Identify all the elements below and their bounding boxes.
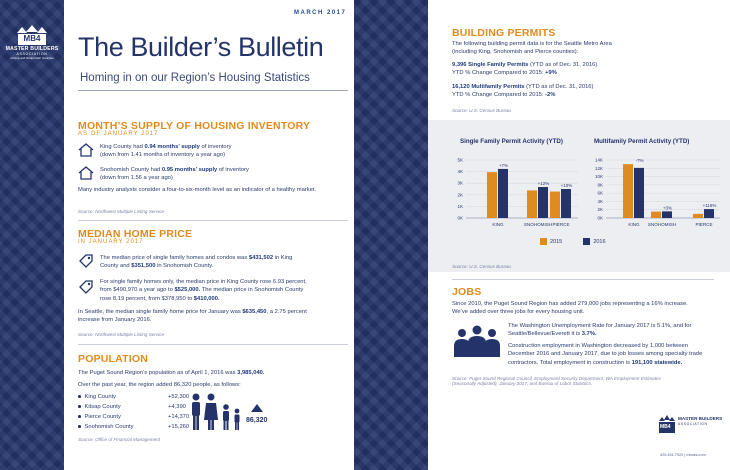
median-p1: The median price of single family homes and condos was $431,502 in King County and $351,500 in Snohomish County. bbox=[100, 255, 293, 270]
bar-2016-king bbox=[498, 169, 508, 218]
price-tag-icon bbox=[78, 254, 94, 268]
section-divider bbox=[452, 279, 714, 280]
population-row: King County +52,300 bbox=[78, 394, 116, 400]
house-icon bbox=[78, 166, 94, 180]
y-tick-label: 0K bbox=[457, 215, 463, 221]
section-divider bbox=[78, 344, 348, 345]
logo-line2: ASSOCIATION bbox=[16, 52, 48, 57]
up-triangle-icon bbox=[250, 403, 264, 413]
center-pattern-band bbox=[354, 0, 428, 470]
y-tick-label: 10K bbox=[594, 174, 603, 180]
y-tick-label: 3K bbox=[457, 180, 463, 186]
median-source: Source: Northwest Multiple Listing Service bbox=[78, 332, 165, 337]
bar-2016-snohomish bbox=[662, 211, 672, 218]
y-tick-label: 12K bbox=[594, 165, 603, 171]
jobs-p3: Construction employment in Washington decreased by 1,000 between December 2016 and January 2017, due to job losses among specialty trade contractors. Total employment in construction is 191,100 statewide. bbox=[508, 343, 703, 366]
footer-line2: ASSOCIATION bbox=[678, 422, 708, 426]
left-pattern-band bbox=[0, 0, 64, 470]
bar-2015-pierce bbox=[693, 214, 703, 218]
bar-2016-pierce bbox=[704, 209, 714, 218]
logo-line1: MASTER BUILDERS bbox=[5, 46, 59, 52]
x-tick-label: SNOHOMISH bbox=[523, 222, 553, 227]
bar-2015-snohomish bbox=[527, 190, 537, 218]
left-column bbox=[64, 0, 354, 470]
change-label: +12% bbox=[537, 181, 550, 187]
change-label: -7% bbox=[635, 158, 644, 164]
change-label: +10% bbox=[560, 183, 573, 188]
price-tag-icon bbox=[78, 280, 94, 294]
median-heading: MEDIAN HOME PRICE bbox=[78, 228, 193, 240]
y-tick-label: 6K bbox=[597, 190, 603, 196]
supply-source: Source: Northwest Multiple Listing Service bbox=[78, 209, 165, 214]
y-tick-label: 2K bbox=[457, 192, 463, 198]
y-tick-label: 8K bbox=[597, 182, 603, 188]
supply-king: King County had 0.94 months’ supply of inventory (down from 1.41 months of inventory a year ago) bbox=[100, 144, 232, 159]
page-title: The Builder’s Bulletin bbox=[78, 32, 324, 62]
mba-logo bbox=[4, 24, 60, 61]
jobs-section bbox=[428, 264, 730, 470]
footer-monogram: MB4 bbox=[660, 424, 671, 430]
permits-multifamily: 16,120 Multifamily Permits (YTD as of Dec. 31, 2016) YTD % Change Compared to 2015: -2% bbox=[452, 84, 594, 99]
page-subtitle: Homing in on our Region’s Housing Statistics bbox=[80, 72, 310, 84]
population-row: Snohomish County +15,260 bbox=[78, 424, 133, 430]
jobs-heading: JOBS bbox=[452, 286, 482, 298]
bar-2016-pierce bbox=[561, 189, 571, 218]
supply-heading: MONTH’S SUPPLY OF HOUSING INVENTORY bbox=[78, 120, 311, 132]
chart2-title: Multifamily Permit Activity (YTD) bbox=[594, 138, 690, 145]
legend-item-2015: 2015 bbox=[540, 239, 562, 245]
population-heading: POPULATION bbox=[78, 353, 149, 365]
bar-2016-king bbox=[634, 168, 644, 218]
median-asof: IN JANUARY 2017 bbox=[78, 239, 144, 245]
y-tick-label: 14K bbox=[594, 157, 603, 163]
chart1-title: Single Family Permit Activity (YTD) bbox=[460, 138, 563, 145]
legend-item-2016: 2016 bbox=[583, 239, 605, 245]
workers-icon bbox=[452, 324, 502, 358]
permit-charts-panel bbox=[428, 120, 730, 272]
issue-date: MARCH 2017 bbox=[294, 10, 347, 16]
x-tick-label: SNOHOMISH bbox=[647, 222, 677, 227]
chart-source: Source: U.S. Census Bureau bbox=[452, 264, 511, 269]
permits-heading: BUILDING PERMITS bbox=[452, 27, 556, 39]
x-tick-label: PIERCE bbox=[695, 222, 713, 227]
median-p3: In Seattle, the median single family home price for January was $635,450, a 2.75 percent increase from January 2016. bbox=[78, 309, 307, 324]
x-tick-label: PIERCE bbox=[552, 222, 570, 227]
x-tick-label: KING bbox=[628, 222, 640, 227]
y-tick-label: 4K bbox=[597, 198, 603, 204]
y-tick-label: 5K bbox=[457, 157, 463, 163]
supply-snohomish: Snohomish County had 0.95 months’ supply of inventory (down from 1.56 a year ago) bbox=[100, 167, 249, 182]
population-source: Source: Office of Financial Management bbox=[78, 437, 160, 442]
family-icon bbox=[188, 392, 244, 434]
bar-2015-king bbox=[623, 164, 633, 218]
change-label: +116% bbox=[702, 203, 717, 209]
y-tick-label: 2K bbox=[597, 207, 603, 213]
footer-contact: 425.451.7920 | mbaks.com bbox=[660, 453, 706, 457]
population-row: Pierce County +14,370 bbox=[78, 414, 121, 420]
y-tick-label: 1K bbox=[457, 203, 463, 209]
permits-source: Source: U.S. Census Bureau bbox=[452, 108, 511, 113]
change-label: +7% bbox=[498, 162, 509, 168]
y-tick-label: 4K bbox=[457, 169, 463, 175]
section-divider bbox=[78, 220, 348, 221]
logo-line3: of King and Snohomish Counties bbox=[10, 55, 54, 60]
y-tick-label: 0K bbox=[597, 215, 603, 221]
supply-note: Many industry analysts consider a four-to-six-month level as an indicator of a healthy market. bbox=[78, 187, 317, 193]
change-label: +3% bbox=[662, 205, 673, 211]
chart-legend bbox=[540, 238, 606, 245]
population-row: Kitsap County +4,390 bbox=[78, 404, 121, 410]
supply-asof: AS OF JANUARY 2017 bbox=[78, 131, 159, 137]
jobs-p2: The Washington Unemployment Rate for January 2017 is 5.1%, and for Seattle/Bellevue/Everett it is 3.7%. bbox=[508, 323, 692, 338]
logo-monogram: MB4 bbox=[23, 34, 41, 43]
median-p2: For single family homes only, the median price in King County rose 6.93 percent, from $490,970 a year ago to $525,000. The median price in Snohomish County rose 8.19 percent, from $378,950 to $410,000. bbox=[100, 279, 307, 302]
jobs-p1: Since 2010, the Puget Sound Region has added 279,000 jobs representing a 16% increase. We’ve added over three jobs for every housing unit. bbox=[452, 301, 688, 316]
permits-intro: The following building permit data is for the Seattle Metro Area (including King, Snohomish and Pierce counties): bbox=[452, 41, 612, 56]
bar-2016-snohomish bbox=[538, 187, 548, 218]
footer-line1: MASTER BUILDERS bbox=[678, 416, 723, 421]
population-line2: Over the past year, the region added 86,320 people, as follows: bbox=[78, 382, 241, 388]
jobs-source: Source: Puget Sound Regional Council, Employment Security Department, WA Employment Estimates (Seasonally Adjusted), January 2017, and Bureau of Labor Statistics. bbox=[452, 376, 661, 386]
x-tick-label: KING bbox=[492, 222, 504, 227]
population-line1: The Puget Sound Region’s population as of April 1, 2016 was 3,985,040. bbox=[78, 370, 265, 376]
permits-single-family: 9,396 Single Family Permits (YTD as of Dec. 31, 2016) YTD % Change Compared to 2015: +9% bbox=[452, 62, 598, 77]
title-rule bbox=[78, 90, 348, 91]
bar-2015-snohomish bbox=[651, 212, 661, 218]
bar-2015-pierce bbox=[550, 192, 560, 218]
house-icon bbox=[78, 143, 94, 157]
population-total: 86,320 bbox=[246, 417, 268, 424]
bar-2015-king bbox=[487, 172, 497, 218]
